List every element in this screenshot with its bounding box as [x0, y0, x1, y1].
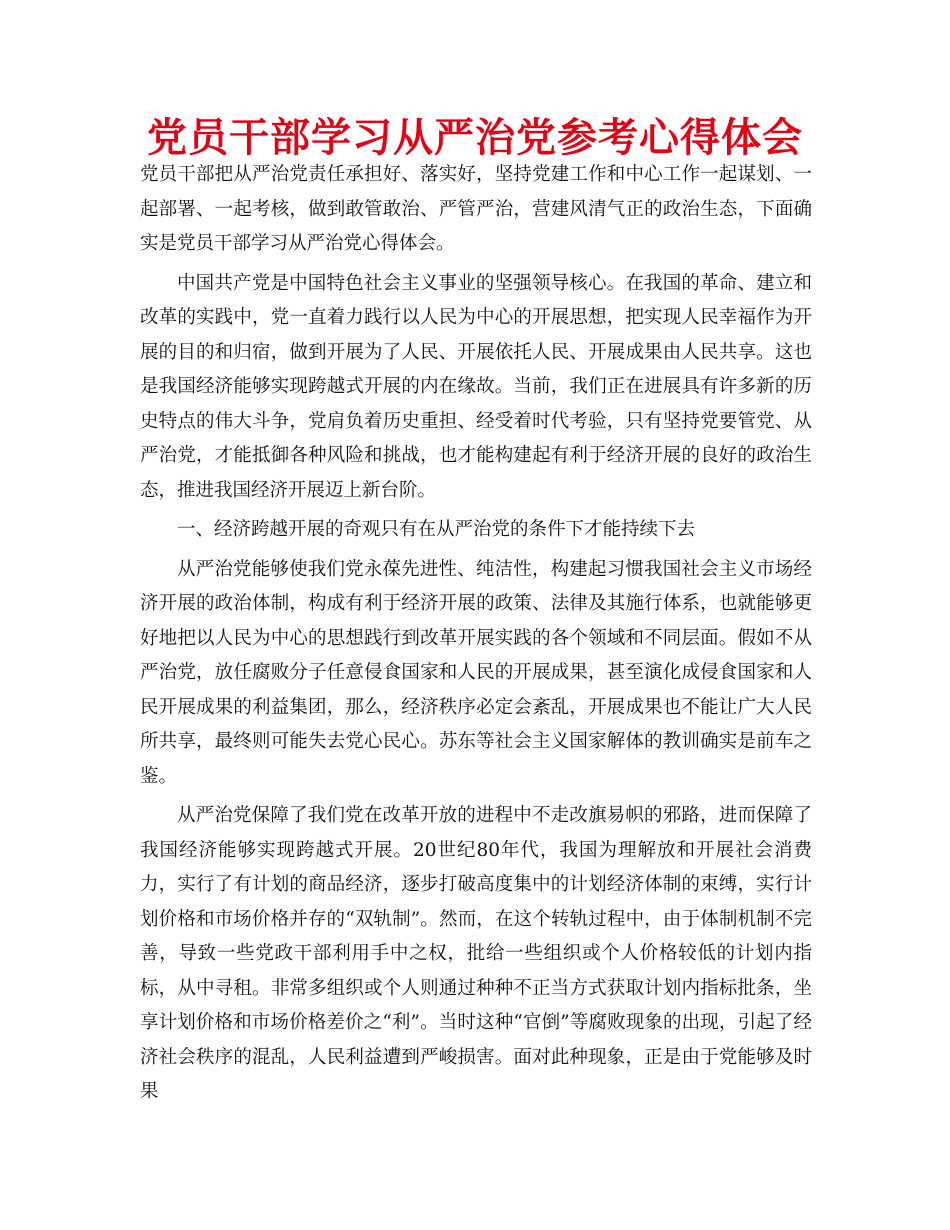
intro-paragraph: 党员干部把从严治党责任承担好、落实好，坚持党建工作和中心工作一起谋划、一起部署、一起考核，做到敢管敢治、严管严治，营建风清气正的政治生态，下面确实是党员干部学习从严治党心得体会。: [140, 164, 812, 254]
document-title: 党员干部学习从严治党参考心得体会: [147, 115, 803, 161]
body-paragraph: 从严治党能够使我们党永葆先进性、纯洁性，构建起习惯我国社会主义市场经济开展的政治体制，构成有利于经济开展的政策、法律及其施行体系，也就能够更好地把以人民为中心的思想践行到改革开展实践的各个领域和不同层面。假如不从严治党，放任腐败分子任意侵食国家和人民的开展成果，甚至演化成侵食国家和人民开展成果的利益集团，那么，经济秩序必定会紊乱，开展成果也不能让广大人民所共享，最终则可能失去党心民心。苏东等社会主义国家解体的教训确实是前车之鉴。: [140, 558, 812, 787]
body-paragraph: 从严治党保障了我们党在改革开放的进程中不走改旗易帜的邪路，进而保障了我国经济能够实现跨越式开展。20世纪80年代，我国为理解放和开展社会消费力，实行了有计划的商品经济，逐步打破高度集中的计划经济体制的束缚，实行计划价格和市场价格并存的“双轨制”。然而，在这个转轨过程中，由于体制机制不完善，导致一些党政干部利用手中之权，批给一些组织或个人价格较低的计划内指标，从中寻租。非常多组织或个人则通过种种不正当方式获取计划内指标批条，坐享计划价格和市场价格差价之“利”。当时这种“官倒”等腐败现象的出现，引起了经济社会秩序的混乱，人民利益遭到严峻损害。面对此种现象，正是由于党能够及时果: [140, 805, 812, 1102]
section-heading: 一、经济跨越开展的奇观只有在从严治党的条件下才能持续下去: [177, 519, 696, 540]
body-paragraph: 中国共产党是中国特色社会主义事业的坚强领导核心。在我国的革命、建立和改革的实践中，党一直着力践行以人民为中心的开展思想，把实现人民幸福作为开展的目的和归宿，做到开展为了人民、开展依托人民、开展成果由人民共享。这也是我国经济能够实现跨越式开展的内在缘故。当前，我们正在进展具有许多新的历史特点的伟大斗争，党肩负着历史重担、经受着时代考验，只有坚持党要管党、从严治党，才能抵御各种风险和挑战，也才能构建起有利于经济开展的良好的政治生态，推进我国经济开展迈上新台阶。: [140, 272, 812, 501]
document-body: [140, 158, 812, 1110]
